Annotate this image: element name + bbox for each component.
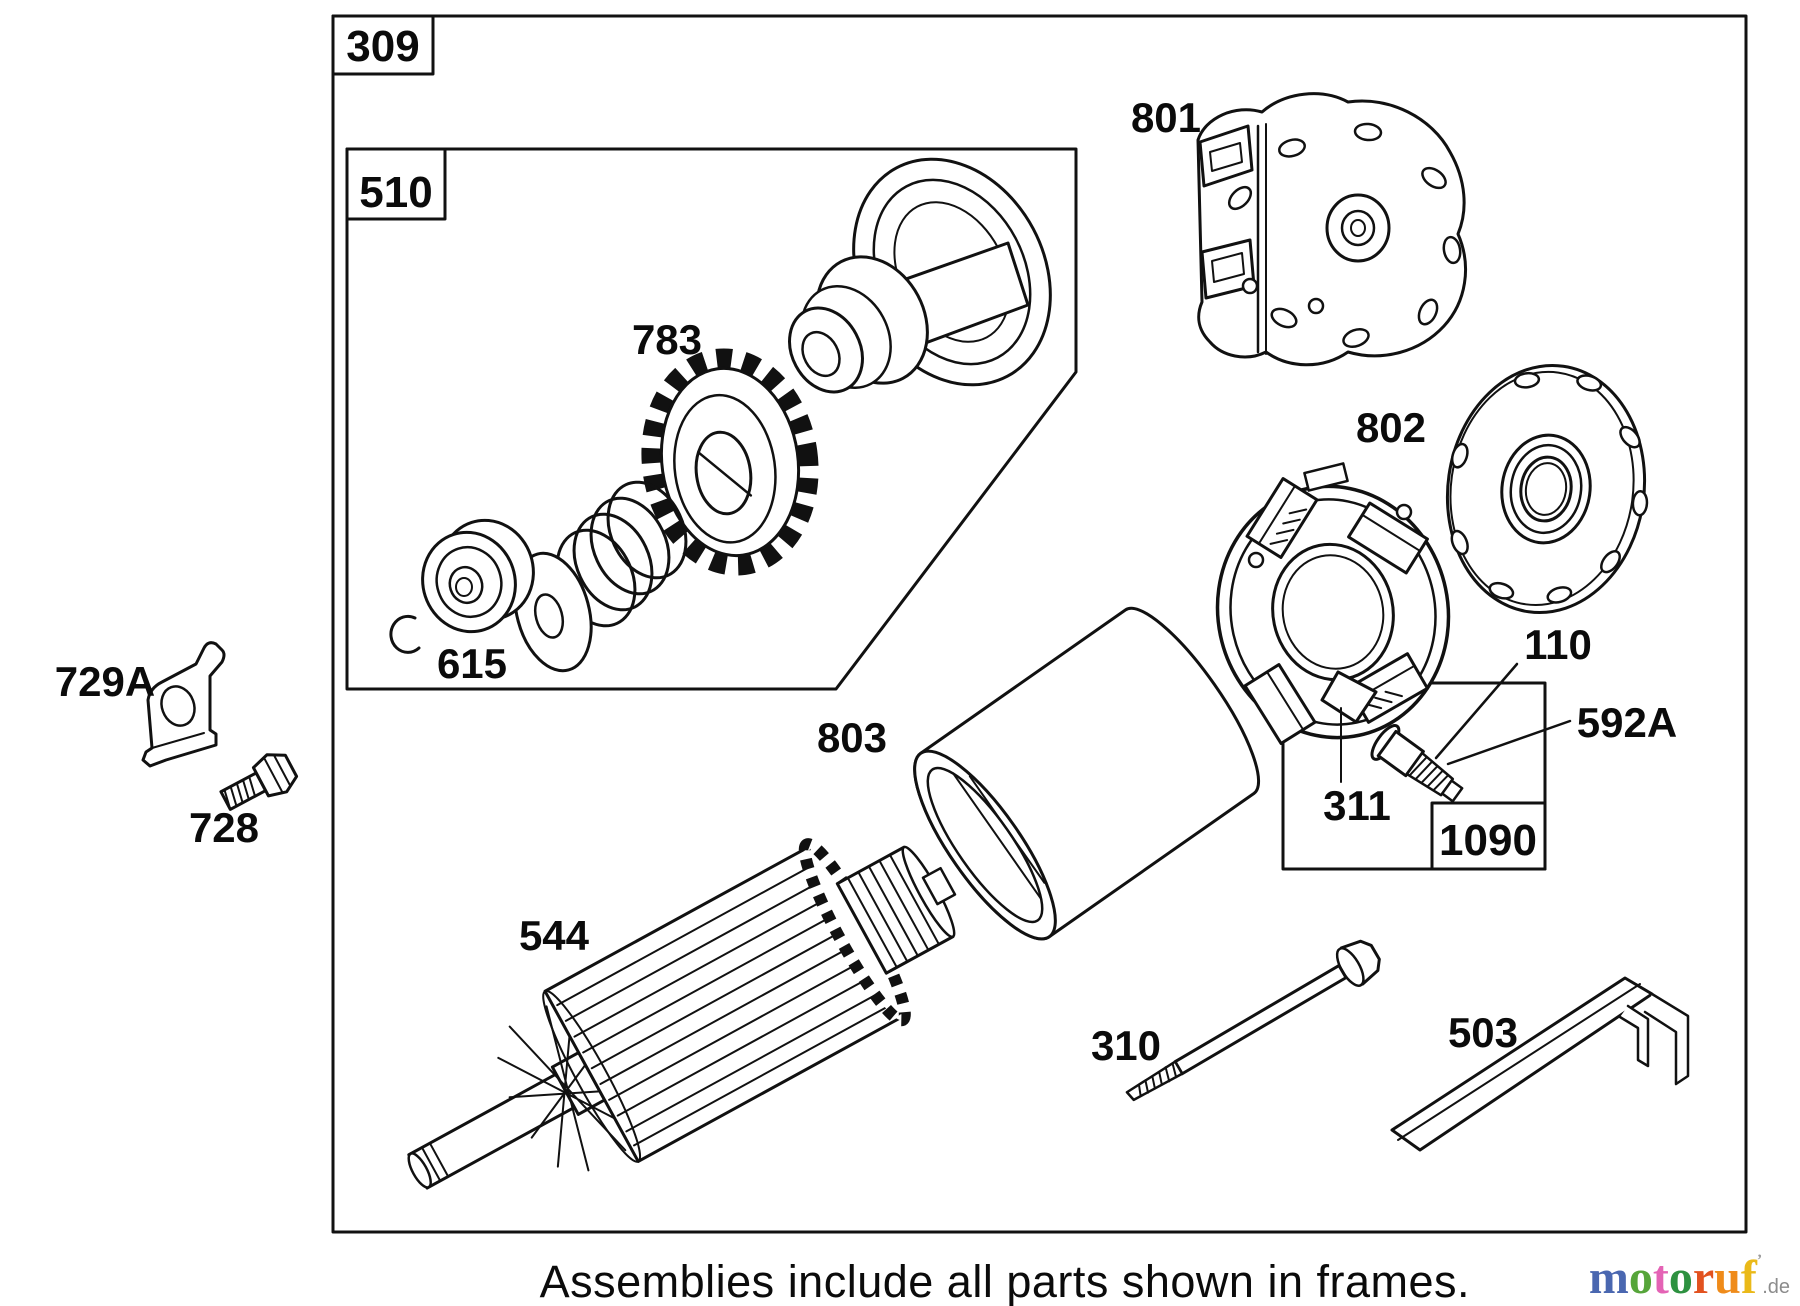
starter-drive-clutch-drawing bbox=[775, 125, 1088, 420]
frame-label-1090: 1090 bbox=[1439, 816, 1537, 865]
logo-letter: f bbox=[1740, 1251, 1757, 1304]
part-label-110: 110 bbox=[1524, 621, 1592, 668]
retainer-strap-drawing bbox=[1392, 978, 1688, 1150]
motor-housing-drawing bbox=[892, 593, 1279, 957]
logo-tick: ʼ bbox=[1756, 1252, 1763, 1269]
armature-drawing bbox=[366, 794, 996, 1262]
logo-letter: m bbox=[1588, 1251, 1629, 1304]
frame-label-510: 510 bbox=[359, 168, 433, 217]
diagram-caption: Assemblies include all parts shown in frames. bbox=[539, 1256, 1470, 1306]
part-label-801: 801 bbox=[1130, 94, 1202, 141]
logo-letter: r bbox=[1692, 1251, 1715, 1304]
motoruf-logo[interactable] bbox=[1589, 1253, 1790, 1302]
brush-holder-drawing bbox=[1194, 463, 1471, 759]
frame-label-309: 309 bbox=[346, 22, 420, 71]
retaining-ring-drawing bbox=[391, 616, 419, 652]
part-label-503: 503 bbox=[1447, 1009, 1519, 1056]
part-label-728: 728 bbox=[188, 804, 260, 851]
part-label-311: 311 bbox=[1323, 782, 1391, 829]
part-label-592A: 592A bbox=[1576, 699, 1678, 746]
end-plate-drawing bbox=[1431, 352, 1666, 626]
logo-letter: t bbox=[1652, 1251, 1669, 1304]
part-label-544: 544 bbox=[518, 912, 590, 959]
logo-domain-suffix: .de bbox=[1762, 1276, 1790, 1298]
logo-letter: u bbox=[1714, 1251, 1741, 1304]
part-label-803: 803 bbox=[816, 714, 888, 761]
logo-letter: o bbox=[1628, 1251, 1653, 1304]
part-label-729A: 729A bbox=[54, 658, 156, 705]
part-label-310: 310 bbox=[1090, 1022, 1162, 1069]
end-cap-bracket-drawing bbox=[1198, 94, 1466, 365]
part-label-615: 615 bbox=[436, 640, 508, 687]
part-label-802: 802 bbox=[1355, 404, 1427, 451]
part-label-783: 783 bbox=[631, 316, 703, 363]
logo-letter: o bbox=[1668, 1251, 1693, 1304]
